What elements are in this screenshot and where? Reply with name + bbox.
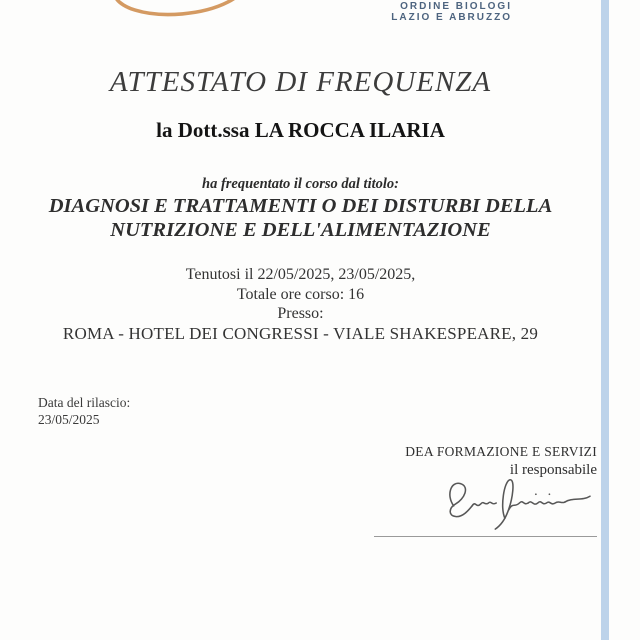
issue-date-block xyxy=(38,394,130,428)
organization-name xyxy=(391,1,512,23)
course-location: ROMA - HOTEL DEI CONGRESSI - VIALE SHAKESPEARE, 29 xyxy=(62,323,539,343)
issue-date-value: 23/05/2025 xyxy=(38,412,100,427)
organization-name-line1: ORDINE BIOLOGI xyxy=(400,1,512,12)
course-location-label: Presso: xyxy=(277,305,324,322)
course-intro: ha frequentato il corso dal titolo: xyxy=(202,176,399,192)
organization-name-line2: LAZIO E ABRUZZO xyxy=(391,12,512,23)
course-total-hours: Totale ore corso: 16 xyxy=(236,285,365,303)
page-edge-stripe xyxy=(601,0,609,640)
handwritten-signature-icon xyxy=(440,474,595,532)
signature-line xyxy=(374,536,597,537)
course-title-line2: NUTRIZIONE E DELL'ALIMENTAZIONE xyxy=(110,219,491,241)
course-title-line1: DIAGNOSI E TRATTAMENTI O DEI DISTURBI DELLA xyxy=(48,195,553,217)
issue-date-label: Data del rilascio: xyxy=(38,395,131,410)
recipient-name: la Dott.ssa LA ROCCA ILARIA xyxy=(156,118,445,142)
signer-role: il responsabile xyxy=(509,462,597,478)
course-dates: Tenutosi il 22/05/2025, 23/05/2025, xyxy=(185,266,416,283)
order-logo-arc-icon xyxy=(103,0,258,22)
course-details xyxy=(0,265,601,343)
signer-organization: DEA FORMAZIONE E SERVIZI xyxy=(405,444,597,459)
course-title xyxy=(0,194,601,242)
certificate-title: ATTESTATO DI FREQUENZA xyxy=(109,66,492,98)
